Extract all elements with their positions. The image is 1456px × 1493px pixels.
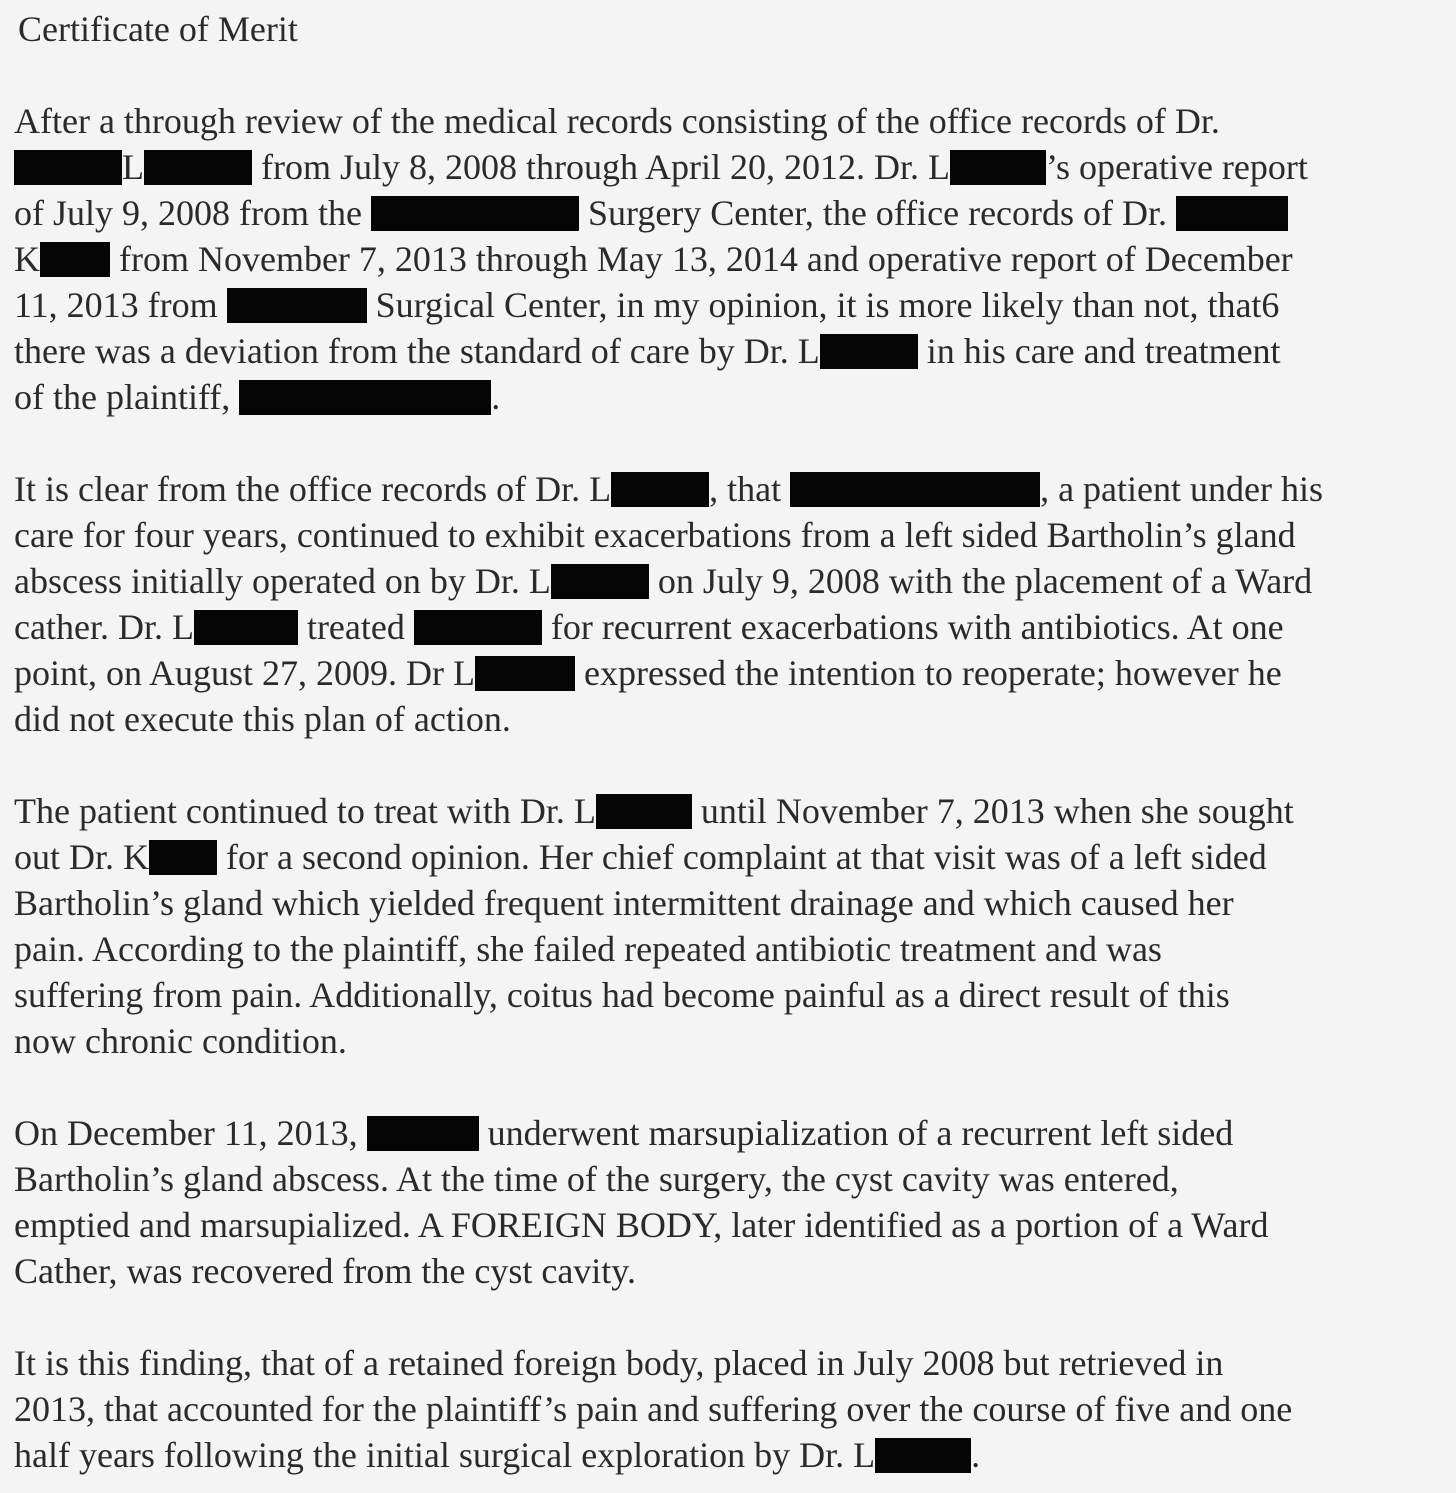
text-line: After a through review of the medical records consisting of the office records of Dr.	[14, 101, 1220, 141]
page-title: Certificate of Merit	[18, 9, 298, 49]
paragraph	[14, 466, 1436, 742]
redaction-block	[475, 656, 575, 691]
text-line: L from July 8, 2008 through April 20, 2012. Dr. L ’s operative report	[14, 144, 1436, 190]
redaction-block	[875, 1438, 971, 1473]
text-line: K from November 7, 2013 through May 13, 2014 and operative report of December	[14, 239, 1293, 279]
text-line: cather. Dr. L treated for recurrent exacerbations with antibiotics. At one	[14, 607, 1284, 647]
redaction-block	[414, 610, 542, 645]
text-line: On December 11, 2013, underwent marsupialization of a recurrent left sided	[14, 1113, 1234, 1153]
text-line: It is this finding, that of a retained foreign body, placed in July 2008 but retrieved in	[14, 1343, 1224, 1383]
text-line: did not execute this plan of action.	[14, 699, 511, 739]
text-line: It is clear from the office records of Dr. L , that , a patient under his	[14, 469, 1323, 509]
redaction-block	[1176, 196, 1288, 231]
text-line: suffering from pain. Additionally, coitus had become painful as a direct result of this	[14, 975, 1230, 1015]
redaction-block	[790, 472, 1040, 507]
paragraph	[14, 98, 1436, 420]
text-line: Bartholin’s gland which yielded frequent intermittent drainage and which caused her	[14, 883, 1234, 923]
redaction-block	[371, 196, 579, 231]
redaction-block	[596, 794, 692, 829]
text-line: of July 9, 2008 from the Surgery Center, the office records of Dr.	[14, 190, 1436, 236]
text-line: 11, 2013 from Surgical Center, in my opinion, it is more likely than not, that6	[14, 285, 1280, 325]
text-line: Bartholin’s gland abscess. At the time of the surgery, the cyst cavity was entered,	[14, 1159, 1179, 1199]
text-line: there was a deviation from the standard of care by Dr. L in his care and treatment	[14, 331, 1281, 371]
redaction-block	[611, 472, 709, 507]
redaction-block	[40, 242, 110, 277]
redaction-block	[227, 288, 367, 323]
paragraph	[14, 1340, 1436, 1478]
text-line: Cather, was recovered from the cyst cavity.	[14, 1251, 636, 1291]
redaction-block	[144, 150, 252, 185]
redaction-block	[239, 380, 491, 415]
text-line: now chronic condition.	[14, 1021, 347, 1061]
paragraph	[14, 1110, 1436, 1294]
text-line: point, on August 27, 2009. Dr L expressed the intention to reoperate; however he	[14, 653, 1282, 693]
text-line: The patient continued to treat with Dr. L until November 7, 2013 when she sought	[14, 791, 1294, 831]
paragraph	[14, 788, 1436, 1064]
text-line: abscess initially operated on by Dr. L on July 9, 2008 with the placement of a Ward	[14, 561, 1313, 601]
redaction-block	[194, 610, 298, 645]
text-line: of the plaintiff, .	[14, 377, 501, 417]
redaction-block	[551, 564, 649, 599]
text-line: 2013, that accounted for the plaintiff’s pain and suffering over the course of five and one	[14, 1389, 1293, 1429]
text-line: care for four years, continued to exhibit exacerbations from a left sided Bartholin’s gland	[14, 515, 1296, 555]
redaction-block	[367, 1116, 479, 1151]
text-line: pain. According to the plaintiff, she failed repeated antibiotic treatment and was	[14, 929, 1162, 969]
text-line: emptied and marsupialized. A FOREIGN BODY, later identified as a portion of a Ward	[14, 1205, 1269, 1245]
redaction-block	[950, 150, 1046, 185]
text-line: half years following the initial surgical exploration by Dr. L .	[14, 1435, 981, 1475]
redaction-block	[820, 334, 918, 369]
text-line: out Dr. K for a second opinion. Her chief complaint at that visit was of a left sided	[14, 837, 1267, 877]
redaction-block	[14, 150, 122, 185]
redaction-block	[149, 840, 217, 875]
